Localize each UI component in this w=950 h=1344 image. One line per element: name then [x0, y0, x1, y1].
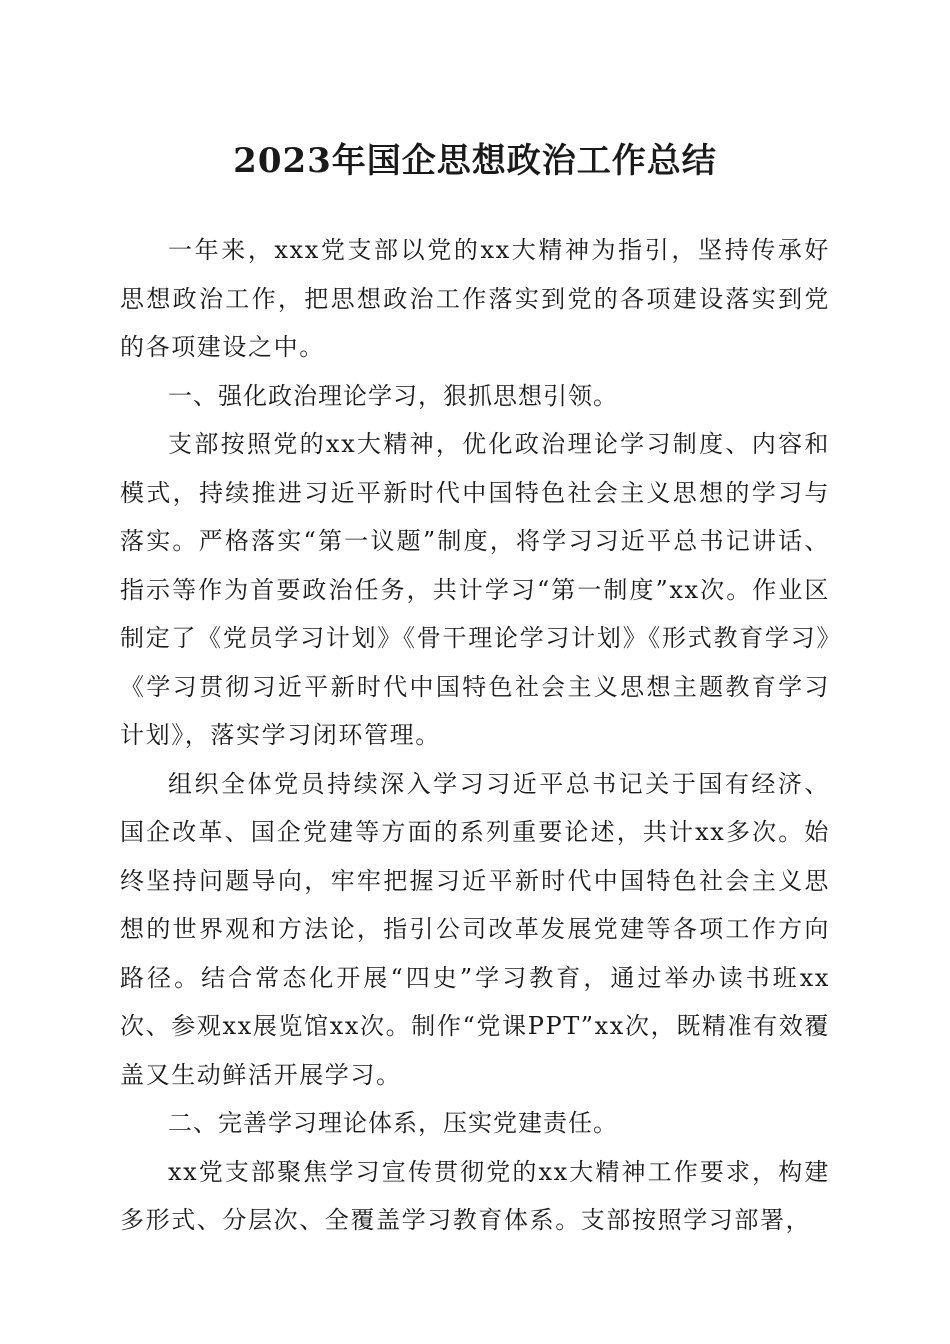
section-heading-1: 一、强化政治理论学习，狠抓思想引领。 — [168, 381, 618, 410]
section-2-paragraph-1: xx党支部聚焦学习宣传贯彻党的xx大精神工作要求，构建多形式、分层次、全覆盖学习教育体系。支部按照学习部署， — [120, 1157, 830, 1234]
section-1-paragraph-2: 组织全体党员持续深入学习习近平总书记关于国有经济、国企改革、国企党建等方面的系列重要论述，共计xx多次。始终坚持问题导向，牢牢把握习近平新时代中国特色社会主义思想的世界观和方法论，指引公司改革发展党建等各项工作方向路径。结合常态化开展“四史”学习教育，通过举办读书班xx次、参观xx展览馆xx次。制作“党课PPT”xx次，既精准有效覆盖又生动鲜活开展学习。 — [120, 769, 830, 1089]
section-1-paragraph-1: 支部按照党的xx大精神，优化政治理论学习制度、内容和模式，持续推进习近平新时代中国特色社会主义思想的学习与落实。严格落实“第一议题”制度，将学习习近平总书记讲话、指示等作为首要政治任务，共计学习“第一制度”xx次。作业区制定了《党员学习计划》《骨干理论学习计划》《形式教育学习》《学习贯彻习近平新时代中国特色社会主义思想主题教育学习计划》，落实学习闭环管理。 — [120, 430, 830, 749]
document-title: 2023年国企思想政治工作总结 — [233, 141, 717, 181]
section-heading-2: 二、完善学习理论体系，压实党建责任。 — [168, 1109, 618, 1137]
document-body — [120, 226, 830, 1245]
intro-paragraph: 一年来，xxx党支部以党的xx大精神为指引，坚持传承好思想政治工作，把思想政治工作落实到党的各项建设落实到党的各项建设之中。 — [120, 236, 830, 361]
